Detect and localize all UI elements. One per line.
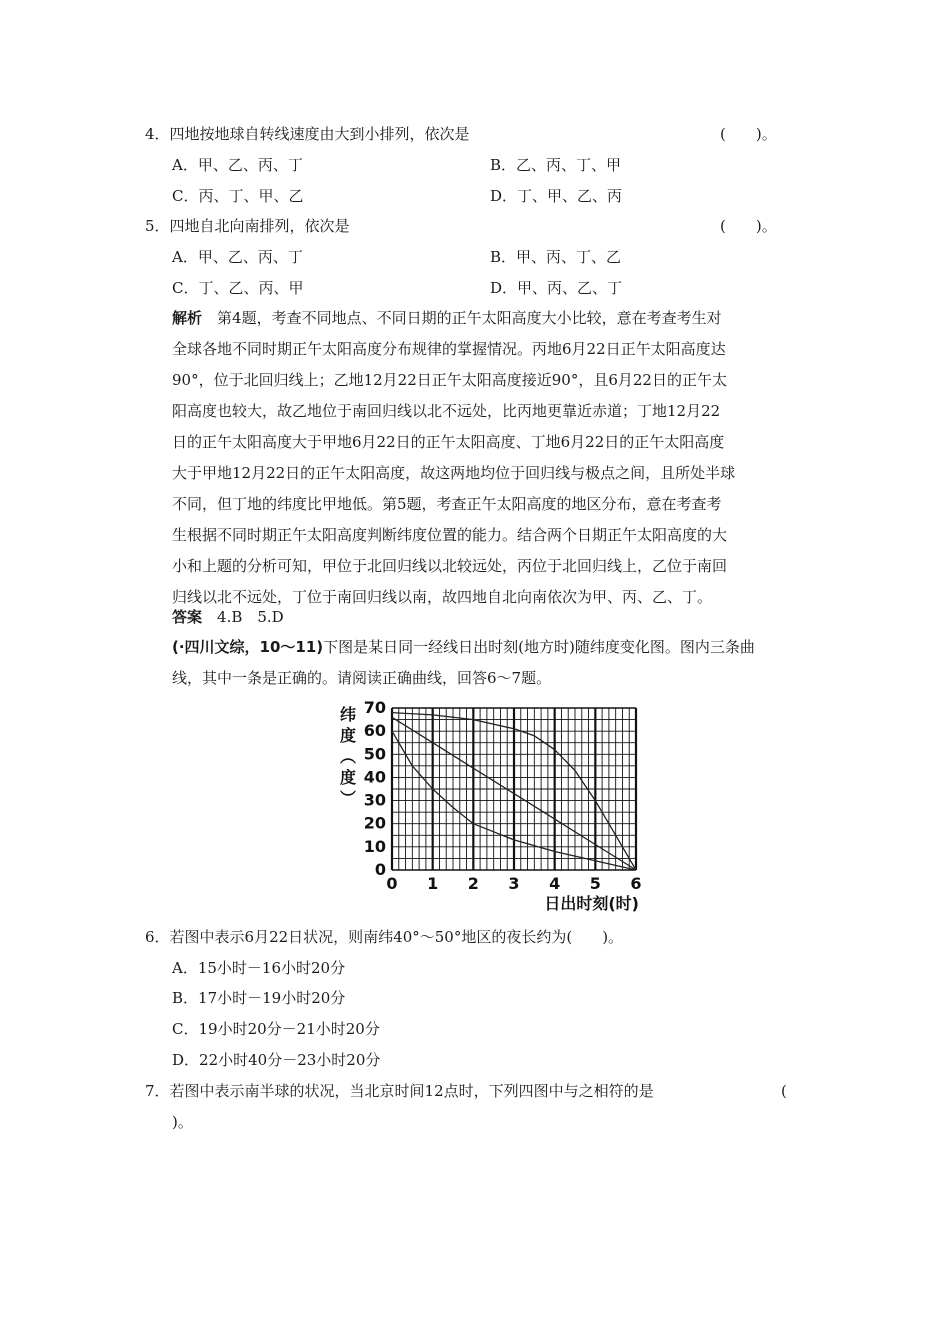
q5-option-c: C．丁、乙、丙、甲 bbox=[172, 279, 304, 297]
x-tick-label: 6 bbox=[630, 874, 642, 893]
q6-option-d: D．22小时40分－23小时20分 bbox=[172, 1051, 381, 1069]
q7-bracket-open: ( bbox=[781, 1082, 787, 1100]
answer-line bbox=[172, 607, 284, 627]
analysis-line: 日的正午太阳高度大于甲地6月22日的正午太阳高度、丁地6月22日的正午太阳高度 bbox=[172, 433, 725, 451]
y-tick-label: 0 bbox=[374, 860, 386, 879]
analysis-label: 解析 bbox=[172, 309, 203, 327]
q6-option-b: B．17小时－19小时20分 bbox=[172, 989, 346, 1007]
q6-option-c: C．19小时20分－21小时20分 bbox=[172, 1020, 380, 1038]
intro-line-2: 线，其中一条是正确的。请阅读正确曲线，回答6～7题。 bbox=[172, 669, 552, 687]
x-tick-label: 2 bbox=[467, 874, 479, 893]
y-axis-label-char: ︵ bbox=[339, 747, 357, 766]
x-tick-label: 5 bbox=[589, 874, 601, 893]
q7-stem: 7．若图中表示南半球的状况，当北京时间12点时，下列四图中与之相符的是 bbox=[145, 1082, 654, 1100]
q4-stem: 4．四地按地球自转线速度由大到小排列，依次是 bbox=[145, 125, 470, 143]
y-tick-label: 10 bbox=[363, 836, 386, 856]
analysis-line: 不同，但丁地的纬度比甲地低。第5题，考查正午太阳高度的地区分布，意在考查考 bbox=[172, 495, 722, 513]
intro-source: (·四川文综，10～11) bbox=[172, 638, 324, 656]
q4-option-c: C．丙、丁、甲、乙 bbox=[172, 187, 304, 205]
x-axis-label: 日出时刻(时) bbox=[544, 894, 639, 913]
x-tick-label: 4 bbox=[549, 874, 561, 893]
q7-bracket-close: )。 bbox=[172, 1113, 193, 1131]
analysis-line: 归线以北不远处，丁位于南回归线以南，故四地自北向南依次为甲、丙、乙、丁。 bbox=[172, 588, 713, 606]
q4-bracket: ( )。 bbox=[720, 125, 777, 143]
y-tick-label: 20 bbox=[363, 813, 386, 833]
y-axis-label-char: 度 bbox=[339, 768, 357, 787]
q5-option-d: D．甲、丙、乙、丁 bbox=[490, 279, 623, 297]
q4-option-d: D．丁、甲、乙、丙 bbox=[490, 187, 623, 205]
y-tick-label: 50 bbox=[363, 744, 386, 764]
q4-option-a: A．甲、乙、丙、丁 bbox=[172, 156, 303, 174]
y-tick-label: 40 bbox=[363, 767, 386, 787]
chart-grid bbox=[392, 708, 636, 870]
x-tick-label: 3 bbox=[508, 874, 520, 893]
analysis-line: 小和上题的分析可知，甲位于北回归线以北较远处，丙位于北回归线上，乙位于南回 bbox=[172, 557, 728, 575]
y-axis-label-char: 纬 bbox=[339, 705, 357, 724]
q5-bracket: ( )。 bbox=[720, 217, 777, 235]
y-tick-label: 60 bbox=[363, 721, 386, 741]
q5-option-a: A．甲、乙、丙、丁 bbox=[172, 248, 303, 266]
analysis-line: 90°，位于北回归线上；乙地12月22日正午太阳高度接近90°，且6月22日的正午太 bbox=[172, 371, 727, 389]
q5-stem: 5．四地自北向南排列，依次是 bbox=[145, 217, 350, 235]
intro-line-1: (·四川文综，10～11)下图是某日同一经线日出时刻(地方时)随纬度变化图。图内三条曲 bbox=[172, 638, 755, 656]
y-axis-label-char: ︶ bbox=[339, 789, 357, 808]
answer-label: 答案 bbox=[172, 608, 203, 626]
analysis-line: 生根据不同时期正午太阳高度判断纬度位置的能力。结合两个日期正午太阳高度的大 bbox=[172, 526, 728, 544]
answer-text: 4.B 5.D bbox=[217, 608, 284, 626]
q4-option-b: B．乙、丙、丁、甲 bbox=[490, 156, 622, 174]
analysis-line: 大于甲地12月22日的正午太阳高度，故这两地均位于回归线与极点之间，且所处半球 bbox=[172, 464, 736, 482]
q5-option-b: B．甲、丙、丁、乙 bbox=[490, 248, 622, 266]
y-axis-label-char: 度 bbox=[339, 726, 357, 745]
y-tick-label: 30 bbox=[363, 790, 386, 810]
q6-option-a: A．15小时－16小时20分 bbox=[172, 959, 346, 977]
x-tick-label: 1 bbox=[427, 874, 439, 893]
sunrise-latitude-chart bbox=[335, 700, 655, 915]
q6-stem: 6．若图中表示6月22日状况，则南纬40°～50°地区的夜长约为( )。 bbox=[145, 928, 624, 946]
analysis-block bbox=[172, 303, 806, 613]
y-tick-label: 70 bbox=[363, 700, 386, 717]
x-tick-label: 0 bbox=[386, 874, 398, 893]
analysis-line: 第4题，考查不同地点、不同日期的正午太阳高度大小比较，意在考查考生对 bbox=[217, 309, 722, 327]
analysis-line: 阳高度也较大，故乙地位于南回归线以北不远处，比丙地更靠近赤道；丁地12月22 bbox=[172, 402, 721, 420]
analysis-line: 全球各地不同时期正午太阳高度分布规律的掌握情况。丙地6月22日正午太阳高度达 bbox=[172, 340, 726, 358]
